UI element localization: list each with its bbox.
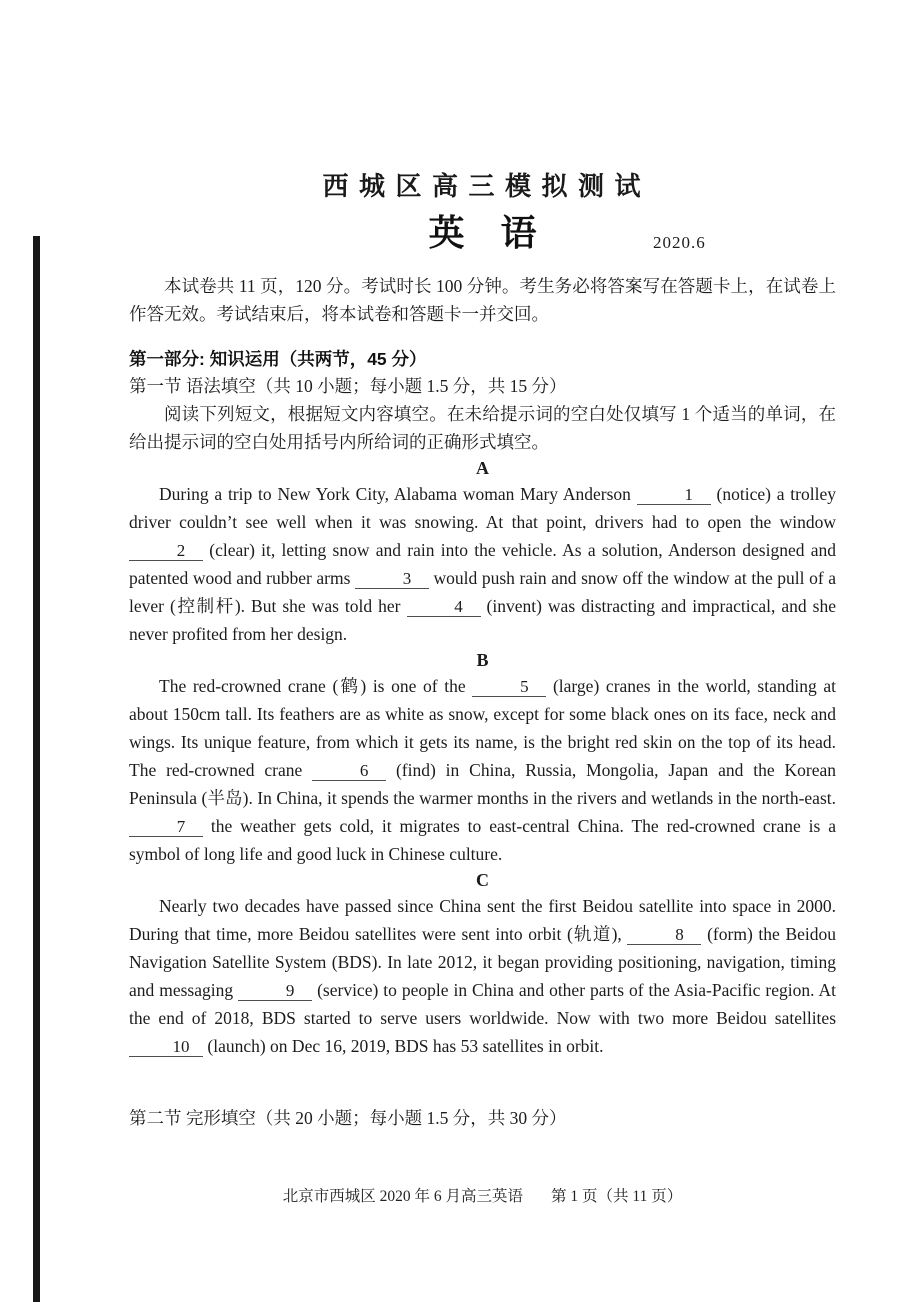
- section2-header: 第二节 完形填空（共 20 小题；每小题 1.5 分，共 30 分）: [129, 1108, 567, 1128]
- blank-9: 9: [238, 981, 312, 1001]
- blank-7: 7: [129, 817, 203, 837]
- passage-b-text: The red-crowned crane (鹤) is one of the 5 (large) cranes in the world, standing at about 150cm tall. Its feathers are as white as snow, except for some black ones on its face, neck and wings. Its unique feature, from which it gets its name, is the bright red skin on the top of its head. The red-crowned crane 6 (find) in China, Russia, Mongolia, Japan and the Korean Peninsula (半岛). In China, it spends the warmer months in the rivers and wetlands in the north-east. 7 the weather gets cold, it migrates to east-central China. The red-crowned crane is a symbol of long life and good luck in Chinese culture.: [129, 676, 836, 864]
- blank-5: 5: [472, 677, 546, 697]
- section1-directions: 阅读下列短文，根据短文内容填空。在未给提示词的空白处仅填写 1 个适当的单词，在给出提示词的空白处用括号内所给词的正确形式填空。: [129, 404, 836, 452]
- footer-page-number: 第 1 页（共 11 页）: [551, 1188, 683, 1205]
- blank-6: 6: [312, 761, 386, 781]
- blank-3: 3: [355, 569, 429, 589]
- exam-title: 西 城 区 高 三 模 拟 测 试: [322, 172, 643, 201]
- blank-2: 2: [129, 541, 203, 561]
- blank-10: 10: [129, 1037, 203, 1057]
- subject-row: [129, 210, 836, 256]
- passage-c-text: Nearly two decades have passed since China sent the first Beidou satellite into space in 2000. During that time, more Beidou satellites were sent into orbit (轨道), 8 (form) the Beidou Navigation Satellite System (BDS). In late 2012, it began providing positioning, navigation, timing and messaging 9 (service) to people in China and other parts of the Asia-Pacific region. At the end of 2018, BDS started to serve users worldwide. Now with two more Beidou satellites 10 (launch) on Dec 16, 2019, BDS has 53 satellites in orbit.: [129, 896, 836, 1056]
- page-footer: [129, 1186, 836, 1208]
- page-content: [129, 0, 836, 1132]
- footer-doc-label: 北京市西城区 2020 年 6 月高三英语: [282, 1188, 524, 1205]
- blank-4: 4: [407, 597, 481, 617]
- passage-b-label: B: [476, 650, 489, 670]
- passage-a-text: During a trip to New York City, Alabama woman Mary Anderson 1 (notice) a trolley driver couldn’t see well when it was snowing. At that point, drivers had to open the window 2 (clear) it, letting snow and rain into the vehicle. As a solution, Anderson designed and patented wood and rubber arms 3 would push rain and snow off the window at the pull of a lever (控制杆). But she was told her 4 (invent) was distracting and impractical, and she never profited from her design.: [129, 484, 837, 644]
- passage-a-label: A: [476, 458, 489, 478]
- blank-8: 8: [627, 925, 701, 945]
- subject-title: 英 语: [428, 213, 537, 253]
- section1-header: 第一节 语法填空（共 10 小题；每小题 1.5 分，共 15 分）: [129, 376, 567, 396]
- exam-notice: 本试卷共 11 页，120 分。考试时长 100 分钟。考生务必将答案写在答题卡上，在试卷上作答无效。考试结束后，将本试卷和答题卡一并交回。: [129, 276, 836, 324]
- scan-artifact-bar: [33, 236, 40, 1302]
- passage-c-label: C: [476, 870, 489, 890]
- part1-header: 第一部分: 知识运用（共两节，45 分）: [129, 349, 427, 369]
- blank-1: 1: [637, 485, 711, 505]
- exam-date: 2020.6: [653, 233, 706, 252]
